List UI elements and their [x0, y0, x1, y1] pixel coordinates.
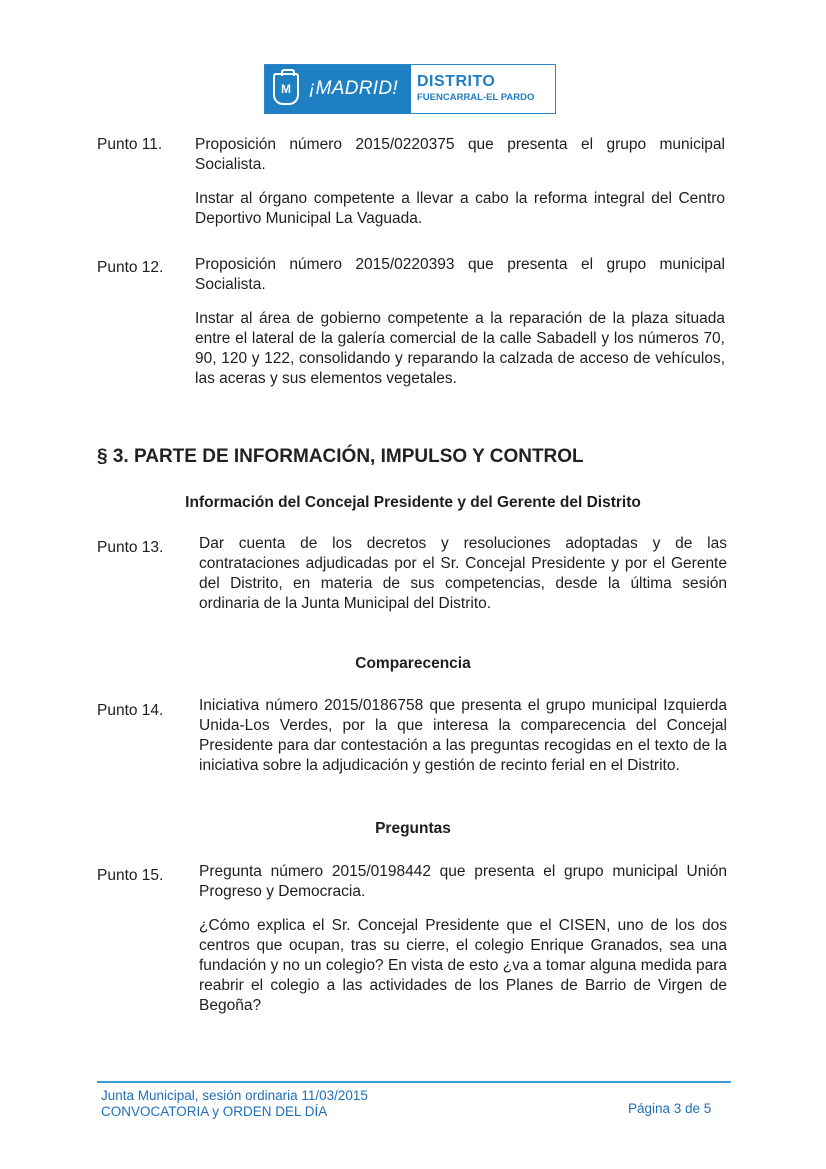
point-12-paragraph-2: Instar al área de gobierno competente a la reparación de la plaza situada entre el lateral de la galería comercial de la calle Sabadell y los números 70, 90, 120 y 122, consolidando y reparando la calzada de acceso de vehículos, las aceras y sus elementos vegetales.	[195, 310, 725, 387]
madrid-crest-icon: M	[273, 73, 299, 105]
footer-page-number: Página 3 de 5	[628, 1101, 712, 1116]
point-12-label: Punto 12.	[97, 259, 164, 276]
madrid-district-logo	[264, 64, 556, 114]
point-11-text	[195, 135, 725, 243]
logo-district-name: FUENCARRAL-EL PARDO	[417, 92, 535, 103]
point-13-paragraph-1: Dar cuenta de los decretos y resoluciones adoptadas y de las contrataciones adjudicadas por el Sr. Concejal Presidente y por el Gerente del Distrito, en materia de sus competencias, desde la última sesión ordinaria de la Junta Municipal del Distrito.	[199, 535, 727, 612]
point-13-text	[199, 534, 727, 628]
point-15-label: Punto 15.	[97, 867, 164, 884]
logo-distrito-text: DISTRITO	[417, 73, 496, 90]
subhead-preguntas: Preguntas	[375, 820, 451, 837]
subhead-comparecencia: Comparecencia	[355, 655, 471, 672]
logo-district-block	[411, 65, 534, 113]
logo-madrid-text: ¡MADRID!	[309, 78, 398, 99]
point-15-paragraph-2: ¿Cómo explica el Sr. Concejal Presidente que el CISEN, uno de los dos centros que ocupan, tras su cierre, el colegio Enrique Granados, sea una fundación y no un colegio? En vista de esto ¿va a tomar alguna medida para reabrir el colegio a las actividades de los Planes de Barrio de Virgen de Begoña?	[199, 917, 727, 1014]
point-14-label: Punto 14.	[97, 702, 164, 719]
point-12-text	[195, 255, 725, 403]
point-14-paragraph-1: Iniciativa número 2015/0186758 que presenta el grupo municipal Izquierda Unida-Los Verdes, por la que interesa la comparecencia del Concejal Presidente para dar contestación a las preguntas recogidas en el texto de la iniciativa sobre la adjudicación y gestión de recinto ferial en el Distrito.	[199, 697, 727, 774]
logo-brand-block	[265, 65, 411, 113]
footer-divider	[97, 1081, 731, 1083]
subhead-informacion: Información del Concejal Presidente y del Gerente del Distrito	[185, 494, 641, 511]
point-13-label: Punto 13.	[97, 539, 164, 556]
point-15-paragraph-1: Pregunta número 2015/0198442 que presenta el grupo municipal Unión Progreso y Democracia.	[199, 863, 727, 900]
point-15-text	[199, 862, 727, 1030]
point-12-paragraph-1: Proposición número 2015/0220393 que presenta el grupo municipal Socialista.	[195, 256, 725, 293]
footer-session: Junta Municipal, sesión ordinaria 11/03/2015	[101, 1088, 368, 1103]
section-3-title: § 3. PARTE DE INFORMACIÓN, IMPULSO Y CONTROL	[97, 446, 584, 467]
point-11-paragraph-2: Instar al órgano competente a llevar a cabo la reforma integral del Centro Deportivo Municipal La Vaguada.	[195, 190, 725, 227]
point-14-text	[199, 696, 727, 790]
footer-convocatoria: CONVOCATORIA y ORDEN DEL DÍA	[101, 1104, 328, 1119]
point-11-label: Punto 11.	[97, 136, 163, 153]
point-11-paragraph-1: Proposición número 2015/0220375 que presenta el grupo municipal Socialista.	[195, 136, 725, 173]
